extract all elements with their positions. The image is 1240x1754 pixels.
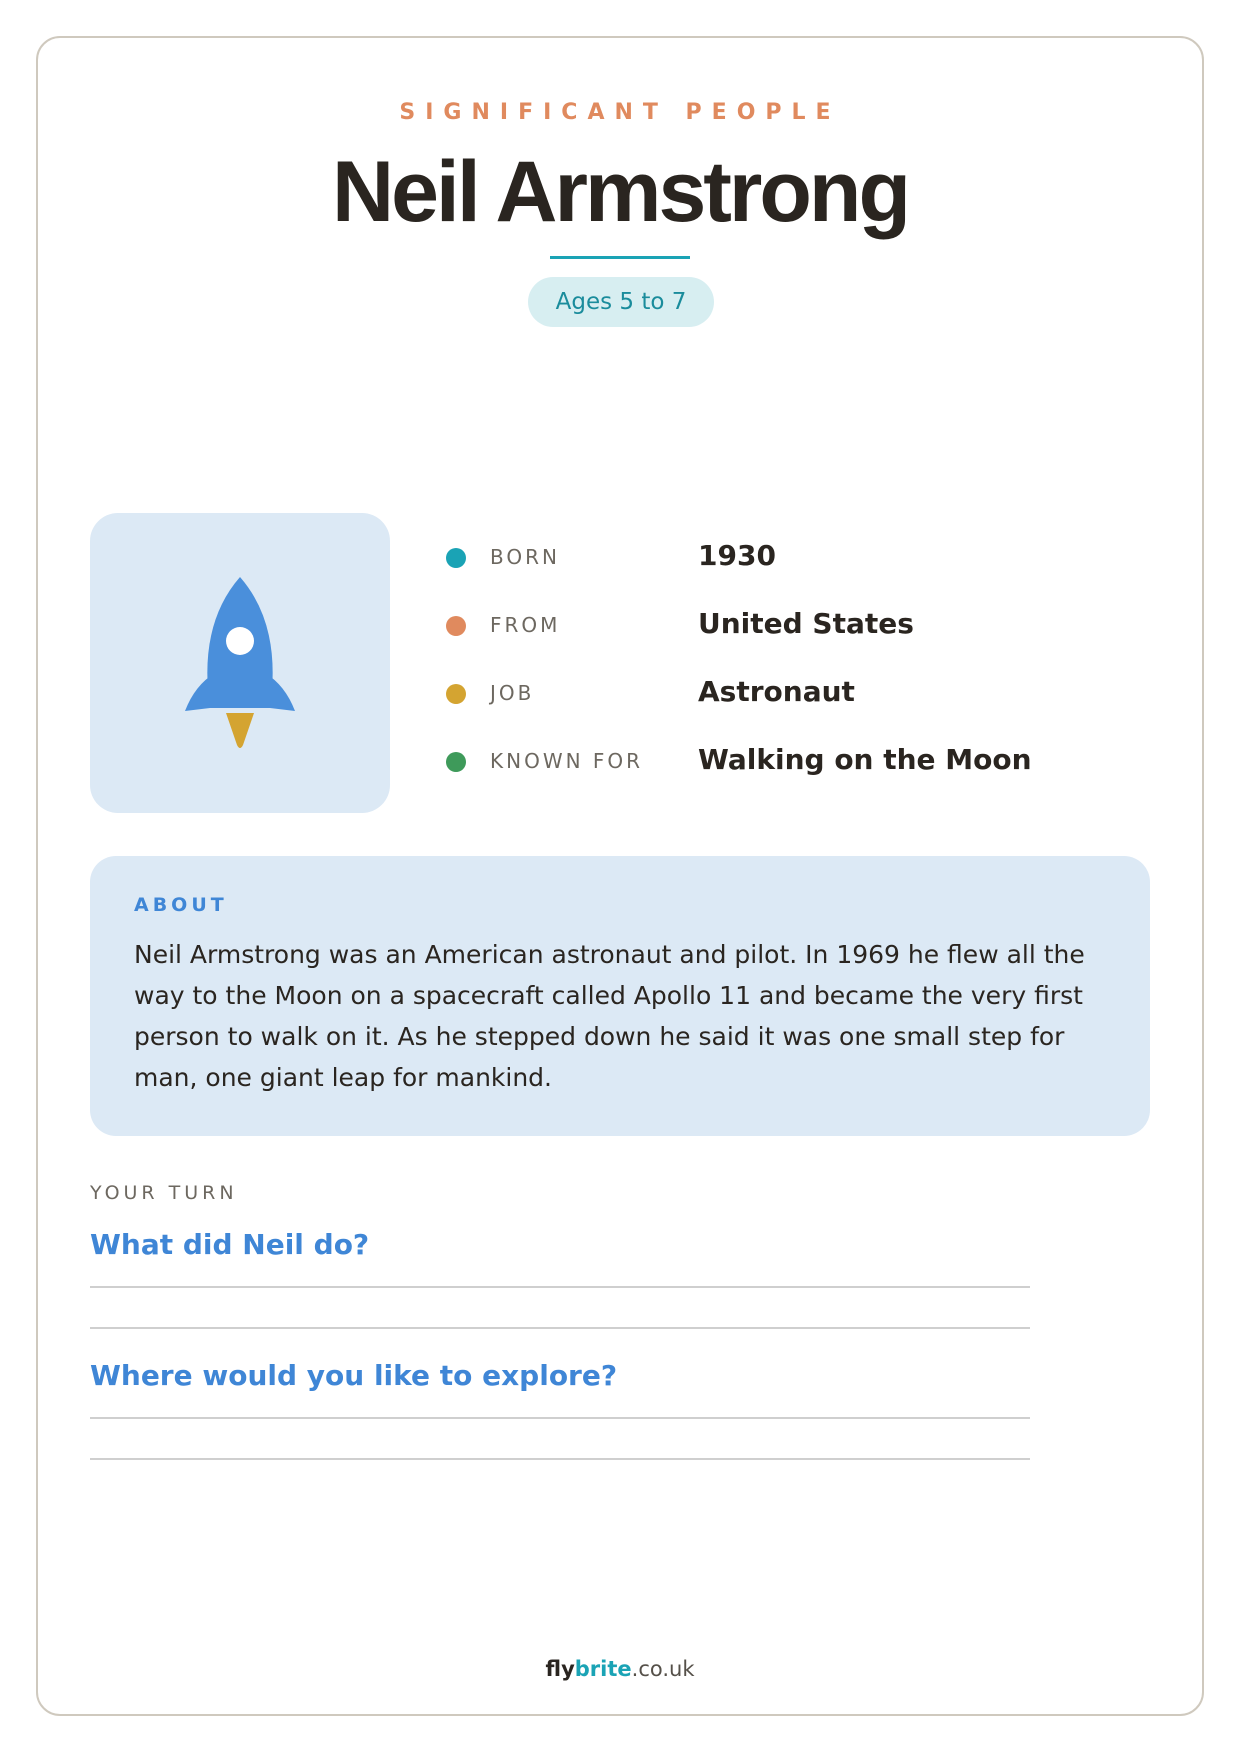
- question-1: What did Neil do?: [90, 1228, 370, 1261]
- fact-label: BORN: [490, 545, 560, 569]
- fact-value: United States: [698, 607, 914, 640]
- fact-bullet: [446, 752, 466, 772]
- about-heading: ABOUT: [134, 894, 228, 916]
- footer-brand[interactable]: [0, 1657, 1240, 1681]
- fact-row-job: [446, 673, 1206, 713]
- fact-row-from: [446, 605, 1206, 645]
- title-underline: [550, 256, 690, 259]
- about-panel: [90, 856, 1150, 1136]
- fact-bullet: [446, 684, 466, 704]
- rocket-icon: [90, 513, 390, 813]
- fact-label: JOB: [490, 681, 535, 705]
- eyebrow-label: SIGNIFICANT PEOPLE: [399, 100, 841, 125]
- question-2: Where would you like to explore?: [90, 1359, 618, 1392]
- about-body: Neil Armstrong was an American astronaut and pilot. In 1969 he flew all the way to the Moon on a spacecraft called Apollo 11 and became the very first person to walk on it. As he stepped down he said it was one small step for man, one giant leap for mankind.: [134, 940, 1085, 1092]
- page-title: Neil Armstrong: [332, 144, 908, 240]
- answer-line[interactable]: [90, 1417, 1030, 1419]
- brand-domain: .co.uk: [631, 1657, 695, 1681]
- your-turn-heading: YOUR TURN: [90, 1182, 238, 1204]
- fact-value: Astronaut: [698, 675, 855, 708]
- fact-value: 1930: [698, 539, 776, 572]
- fact-value: Walking on the Moon: [698, 743, 1032, 776]
- age-range-badge: Ages 5 to 7: [528, 277, 714, 327]
- fact-row-born: [446, 537, 1206, 577]
- fact-row-known-for: [446, 741, 1206, 781]
- fact-label: FROM: [490, 613, 561, 637]
- answer-line[interactable]: [90, 1458, 1030, 1460]
- answer-line[interactable]: [90, 1327, 1030, 1329]
- fact-bullet: [446, 616, 466, 636]
- icon-tile: [90, 513, 390, 813]
- fact-label: KNOWN FOR: [490, 749, 644, 773]
- answer-line[interactable]: [90, 1286, 1030, 1288]
- fact-bullet: [446, 548, 466, 568]
- brand-fly: fly: [545, 1657, 575, 1681]
- brand-brite: brite: [574, 1657, 632, 1681]
